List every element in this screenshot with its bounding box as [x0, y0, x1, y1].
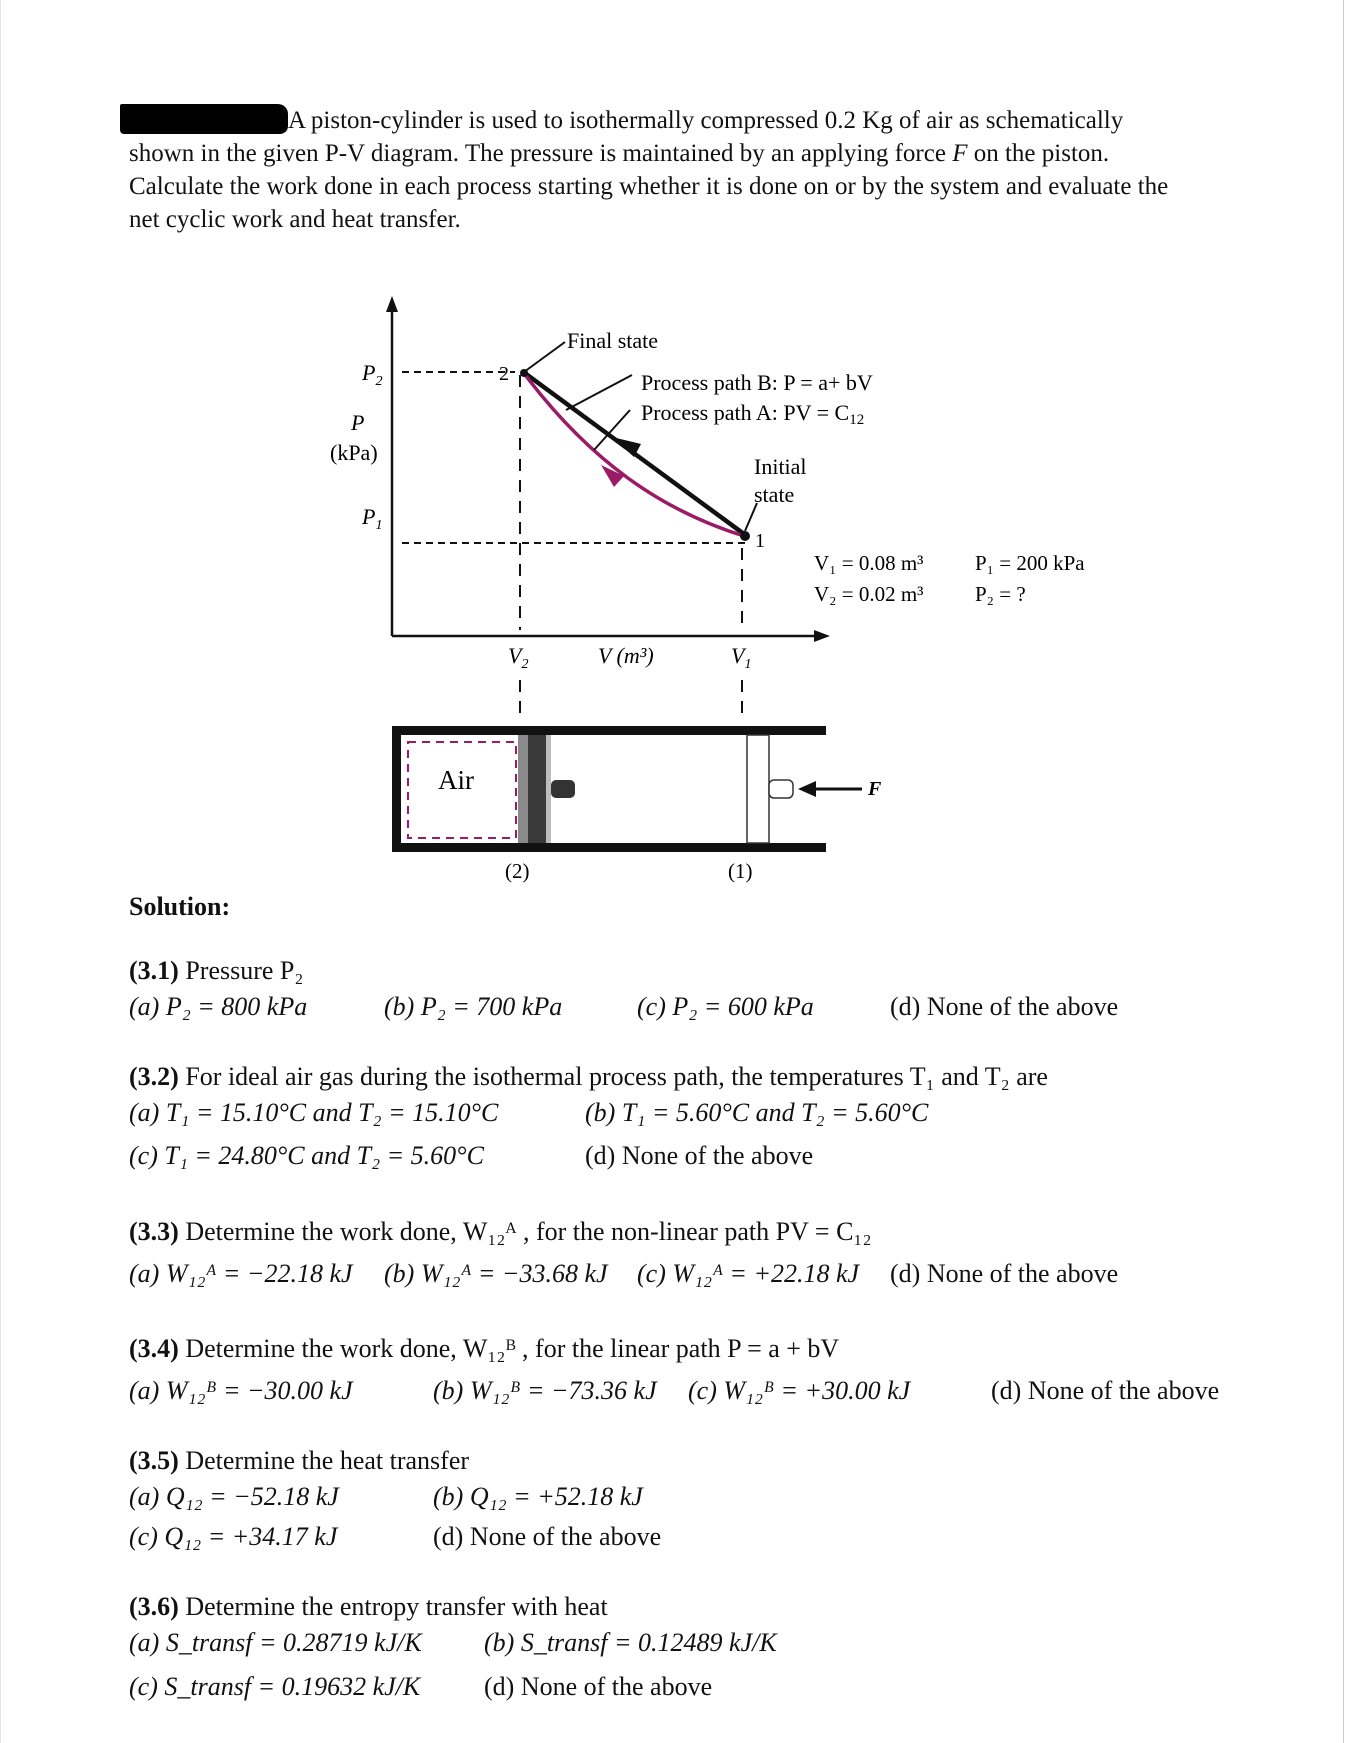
q2-option-b[interactable]: (b) T₁ = 5.60°C and T₂ = 5.60°C — [585, 1098, 929, 1127]
q2-option-a[interactable]: (a) T₁ = 15.10°C and T₂ = 15.10°C — [129, 1098, 499, 1127]
p1-label-text: P — [362, 504, 376, 529]
given-p1: P₁ = 200 kPa — [975, 551, 1085, 575]
q3-text: Determine the work done, W₁₂ᴬ , for the non-linear path PV = C₁₂ — [185, 1217, 872, 1246]
q3-option-a[interactable]: (a) W₁₂ᴬ = −22.18 kJ — [129, 1259, 353, 1288]
v2-label-text: V — [508, 643, 522, 668]
p-axis-unit: (kPa) — [330, 440, 378, 465]
q2-option-d[interactable]: (d) None of the above — [585, 1141, 814, 1170]
q5-option-d[interactable]: (d) None of the above — [433, 1522, 662, 1551]
q6-option-b[interactable]: (b) S_transf = 0.12489 kJ/K — [484, 1628, 777, 1657]
q4-text: Determine the work done, W₁₂ᴮ , for the linear path P = a + bV — [185, 1334, 840, 1363]
p1-label-sub: 1 — [375, 518, 383, 533]
q1-text: Pressure P₂ — [185, 956, 304, 985]
piston-2-body — [528, 735, 546, 843]
q4-title — [129, 1334, 839, 1364]
given-v1: V₁ = 0.08 m³ — [814, 551, 924, 575]
position-1-label: (1) — [728, 859, 753, 883]
q3-option-d[interactable]: (d) None of the above — [890, 1259, 1119, 1288]
p2-label — [361, 360, 382, 389]
q6-option-c[interactable]: (c) S_transf = 0.19632 kJ/K — [129, 1672, 421, 1701]
state-1-label: 1 — [755, 530, 765, 552]
q5-number: (3.5) — [129, 1446, 179, 1475]
q2-number: (3.2) — [129, 1062, 179, 1091]
q1-title — [129, 956, 303, 986]
piston-2-rod — [551, 780, 575, 798]
q6-option-a[interactable]: (a) S_transf = 0.28719 kJ/K — [129, 1628, 422, 1657]
problem-line-3: Calculate the work done in each process starting whether it is done on or by the system and evaluate the — [129, 173, 1169, 200]
p-axis-arrow-icon — [386, 296, 398, 312]
q4-number: (3.4) — [129, 1334, 179, 1363]
initial-label: Initial — [754, 454, 807, 479]
v1-label — [731, 643, 751, 672]
q5-option-b[interactable]: (b) Q₁₂ = +52.18 kJ — [433, 1482, 643, 1511]
q3-title — [129, 1217, 872, 1247]
cylinder-bottom-wall — [392, 843, 826, 852]
path-b-label: Process path B: P = a+ bV — [641, 370, 873, 395]
q3-option-b[interactable]: (b) W₁₂ᴬ = −33.68 kJ — [384, 1259, 608, 1288]
q1-option-b[interactable]: (b) P₂ = 700 kPa — [384, 992, 563, 1021]
p-axis-label: P — [351, 410, 365, 435]
v-axis-label: V (m³) — [598, 643, 654, 668]
v-axis-arrow-icon — [814, 630, 830, 642]
v2-label — [508, 643, 528, 672]
piston-1-rod — [769, 780, 793, 798]
q1-option-a[interactable]: (a) P₂ = 800 kPa — [129, 992, 308, 1021]
initial-state-leader — [745, 503, 757, 531]
force-arrow-icon — [798, 781, 816, 797]
position-2-label: (2) — [505, 859, 530, 883]
final-state-leader — [524, 342, 565, 372]
q4-option-b[interactable]: (b) W₁₂ᴮ = −73.36 kJ — [433, 1376, 657, 1405]
v2-label-sub: 2 — [521, 657, 529, 672]
cylinder-top-wall — [392, 726, 826, 735]
given-v2: V₂ = 0.02 m³ — [814, 582, 924, 606]
state-label: state — [754, 482, 795, 507]
v1-label-text: V — [731, 643, 745, 668]
q4-option-d[interactable]: (d) None of the above — [991, 1376, 1220, 1405]
force-symbol: F — [952, 140, 968, 167]
state-1-point — [740, 531, 750, 541]
q4-option-c[interactable]: (c) W₁₂ᴮ = +30.00 kJ — [688, 1376, 911, 1405]
q1-option-c[interactable]: (c) P₂ = 600 kPa — [637, 992, 814, 1021]
q4-option-a[interactable]: (a) W₁₂ᴮ = −30.00 kJ — [129, 1376, 353, 1405]
piston-2-left — [518, 735, 528, 843]
v1-label-sub: 1 — [744, 657, 752, 672]
path-b-leader — [566, 375, 632, 410]
p2-label-sub: 2 — [375, 374, 383, 389]
q2-text: For ideal air gas during the isothermal process path, the temperatures T₁ and T₂ are — [185, 1062, 1048, 1091]
q5-option-c[interactable]: (c) Q₁₂ = +34.17 kJ — [129, 1522, 338, 1551]
air-label: Air — [438, 765, 474, 795]
state-2-label: 2 — [499, 363, 509, 385]
q3-option-c[interactable]: (c) W₁₂ᴬ = +22.18 kJ — [637, 1259, 860, 1288]
q1-option-d[interactable]: (d) None of the above — [890, 992, 1119, 1021]
given-p2: P₂ = ? — [975, 582, 1026, 606]
q6-text: Determine the entropy transfer with heat — [185, 1592, 608, 1621]
piston-cylinder — [392, 726, 882, 883]
q2-title — [129, 1062, 1048, 1092]
final-state-label: Final state — [567, 328, 659, 353]
path-a-label-text: Process path A: PV = C — [641, 400, 850, 425]
q5-text: Determine the heat transfer — [185, 1446, 470, 1475]
problem-line-1-text: A piston-cylinder is used to isothermally compressed 0.2 Kg of air as schematically — [288, 107, 1124, 134]
q6-option-d[interactable]: (d) None of the above — [484, 1672, 713, 1701]
p1-label — [361, 504, 382, 533]
p2-label-text: P — [362, 360, 376, 385]
q1-number: (3.1) — [129, 956, 179, 985]
q5-title — [129, 1446, 469, 1476]
q2-option-c[interactable]: (c) T₁ = 24.80°C and T₂ = 5.60°C — [129, 1141, 484, 1170]
solution-heading: Solution: — [129, 892, 231, 921]
problem-line-4: net cyclic work and heat transfer. — [129, 206, 461, 233]
q3-number: (3.3) — [129, 1217, 179, 1246]
cylinder-end-wall — [392, 726, 401, 852]
piston-2-right — [546, 735, 551, 843]
piston-1-ghost — [747, 735, 769, 843]
q5-option-a[interactable]: (a) Q₁₂ = −52.18 kJ — [129, 1482, 339, 1511]
force-label: F — [868, 778, 882, 800]
q6-number: (3.6) — [129, 1592, 179, 1621]
problem-line-2-text: shown in the given P-V diagram. The pressure is maintained by an applying force — [129, 140, 953, 167]
path-a-label — [641, 400, 864, 428]
path-a-label-sub: 12 — [849, 412, 865, 428]
problem-line-2-end: on the piston. — [973, 140, 1110, 167]
q6-title — [129, 1592, 608, 1622]
